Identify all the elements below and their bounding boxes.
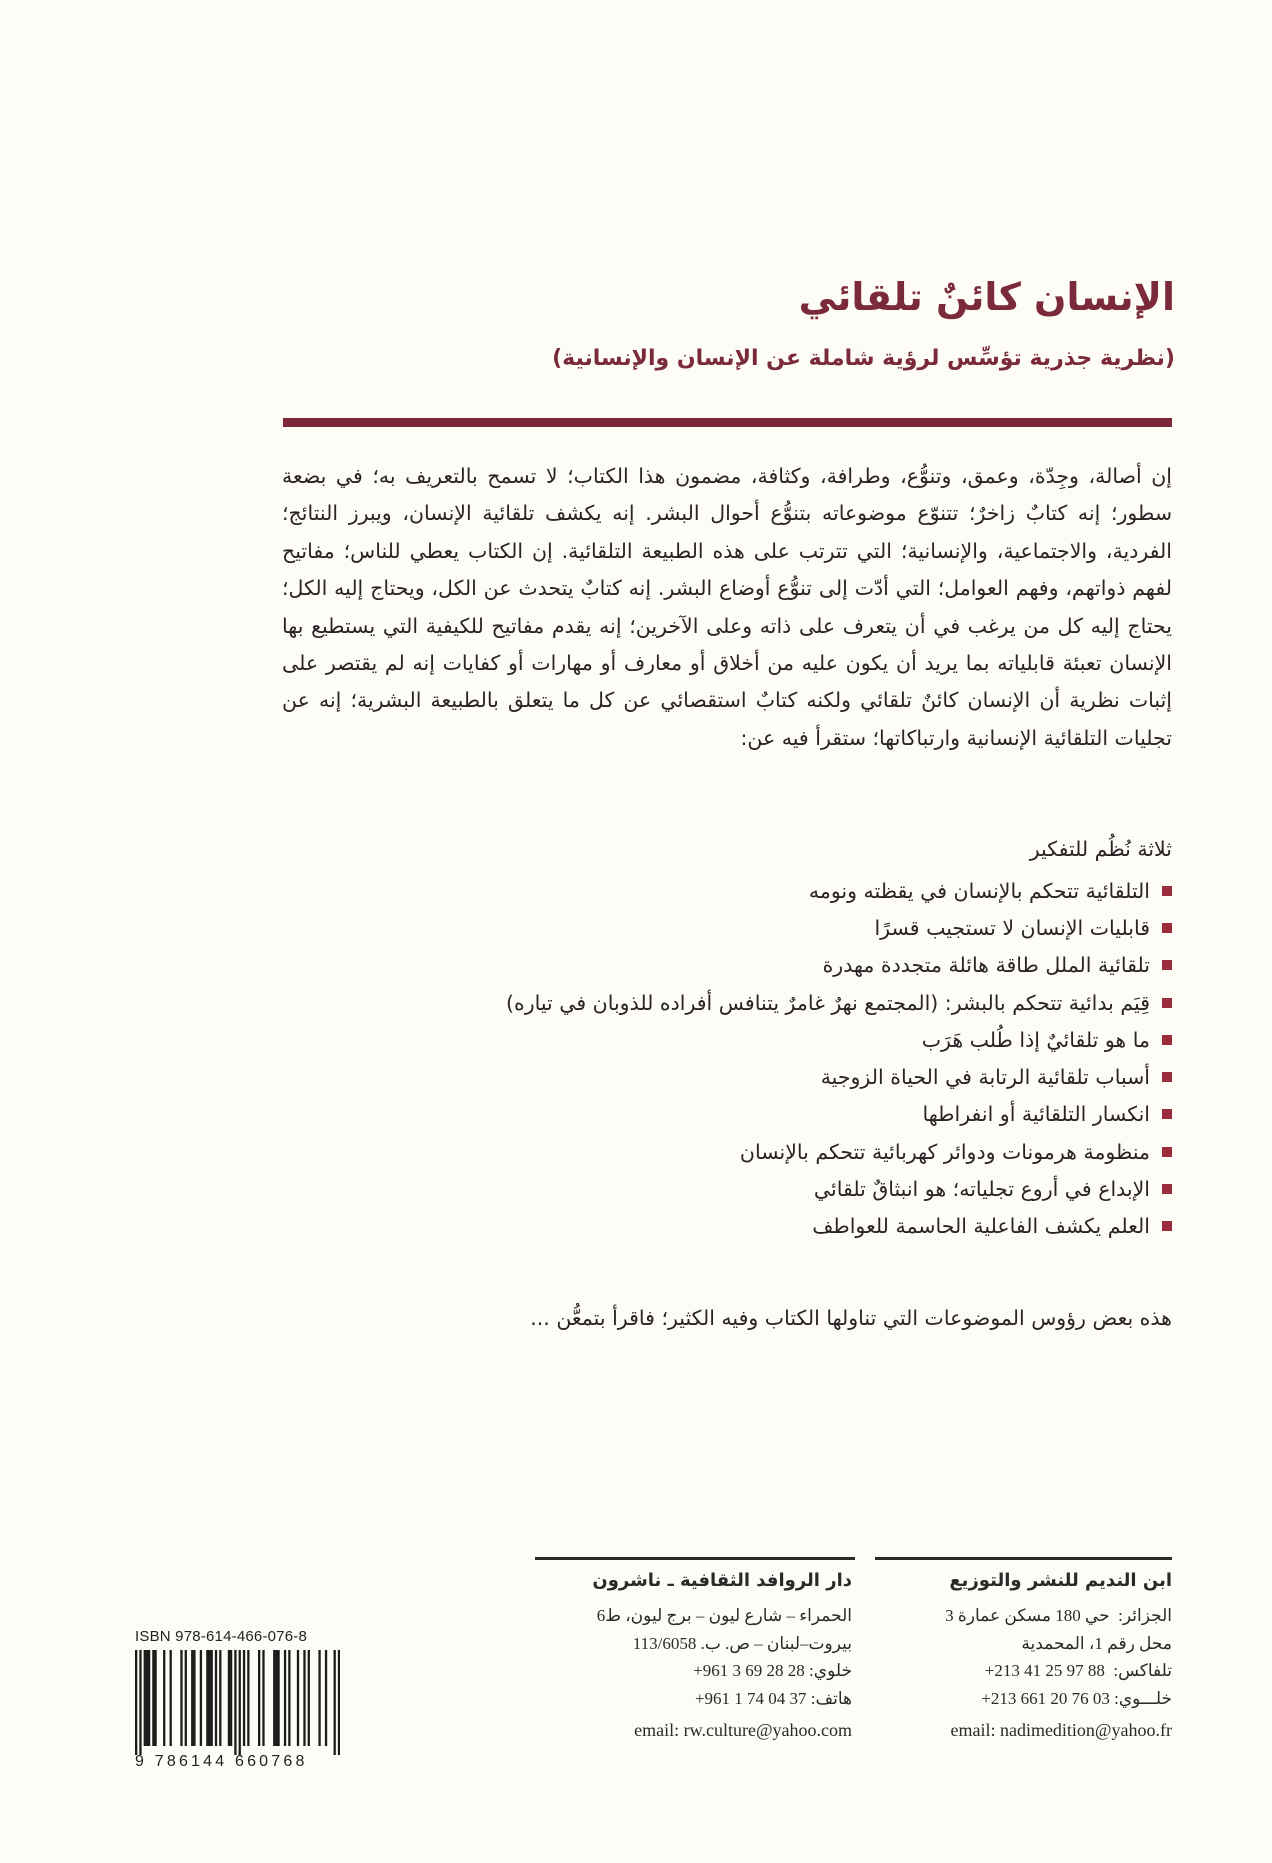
publisher-divider bbox=[535, 1557, 855, 1560]
publisher-phone: هاتف: +961 1 74 04 37 bbox=[694, 1688, 852, 1708]
barcode-bar bbox=[234, 1650, 236, 1755]
topic-text: العلم يكشف الفاعلية الحاسمة للعواطف bbox=[812, 1214, 1150, 1239]
barcode-bar bbox=[211, 1650, 213, 1746]
barcode-bar bbox=[228, 1650, 230, 1746]
barcode-bar bbox=[239, 1650, 241, 1755]
barcode-bar bbox=[297, 1650, 299, 1746]
publisher-email-link[interactable]: email: rw.culture@yahoo.com bbox=[634, 1720, 852, 1740]
barcode-bar bbox=[303, 1650, 305, 1746]
publisher-divider bbox=[875, 1557, 1172, 1560]
list-item bbox=[272, 1021, 1172, 1058]
barcode-bar bbox=[277, 1650, 279, 1746]
publisher-address-line: محل رقم 1، المحمدية bbox=[1021, 1633, 1172, 1653]
topic-text: انكسار التلقائية أو انفراطها bbox=[922, 1102, 1150, 1127]
title-divider bbox=[283, 418, 1172, 427]
book-subtitle: (نظرية جذرية تؤسِّس لرؤية شاملة عن الإنسان والإنسانية) bbox=[552, 346, 1175, 371]
publisher-address-line: الجزائر: حي 180 مسكن عمارة 3 bbox=[945, 1606, 1172, 1625]
closing-note: هذه بعض رؤوس الموضوعات التي تناولها الكتاب وفيه الكثير؛ فاقرأ بتمعُّن ... bbox=[530, 1306, 1172, 1330]
barcode-bar bbox=[152, 1650, 154, 1746]
square-bullet-icon bbox=[1162, 1109, 1172, 1119]
barcode-bar bbox=[273, 1650, 275, 1746]
barcode-bar bbox=[200, 1650, 202, 1746]
barcode-bar bbox=[139, 1650, 141, 1755]
barcode-bar bbox=[284, 1650, 286, 1746]
barcode-bar bbox=[193, 1650, 195, 1746]
publisher-mobile: خلـــوي: +213 661 20 76 03 bbox=[981, 1688, 1172, 1708]
barcode-bar bbox=[135, 1650, 137, 1755]
barcode-bar bbox=[163, 1650, 165, 1746]
barcode-bar bbox=[154, 1650, 156, 1746]
publisher-address-line: الحمراء – شارع ليون – برج ليون، ط6 bbox=[596, 1606, 852, 1625]
topic-text: أسباب تلقائية الرتابة في الحياة الزوجية bbox=[820, 1065, 1150, 1090]
barcode-bar bbox=[288, 1650, 290, 1746]
barcode-bar bbox=[243, 1650, 245, 1746]
description-subheading: ثلاثة نُظُم للتفكير bbox=[1029, 837, 1172, 861]
publisher-mobile: خلوي: +961 3 69 28 28 bbox=[693, 1661, 852, 1680]
square-bullet-icon bbox=[1162, 1147, 1172, 1157]
barcode-bar bbox=[275, 1650, 277, 1746]
publisher-block-nadim bbox=[872, 1564, 1172, 1746]
topic-text: التلقائية تتحكم بالإنسان في يقظته ونومه bbox=[808, 878, 1150, 903]
barcode-bar bbox=[180, 1650, 182, 1746]
barcode-bar bbox=[185, 1650, 187, 1746]
square-bullet-icon bbox=[1162, 1221, 1172, 1231]
barcode-bar bbox=[144, 1650, 146, 1746]
square-bullet-icon bbox=[1162, 960, 1172, 970]
topic-text: الإبداع في أروع تجلياته؛ هو انبثاقٌ تلقائي bbox=[813, 1177, 1150, 1202]
barcode-bar bbox=[318, 1650, 320, 1746]
barcode-bar bbox=[258, 1650, 260, 1746]
barcode-bar bbox=[262, 1650, 264, 1746]
list-item bbox=[272, 984, 1172, 1021]
description-paragraph: إن أصالة، وجِدّة، وعمق، وتنوُّع، وطرافة، وكثافة، مضمون هذا الكتاب؛ لا تسمح بالتعريف به؛ في بضعة سطور؛ إنه كتابٌ زاخرٌ؛ تتنوّع موضوعاته بتنوُّع أحوال البشر. إنه يكشف تلقائية الإنسان، ويبرز النتائج؛ الفردية، والاجتماعية، والإنسانية؛ التي تترتب على هذه الطبيعة التلقائية. إن الكتاب يعطي للناس؛ مفاتيح لفهم ذواتهم، وفهم العوامل؛ التي أدّت إلى تنوُّع أوضاع البشر. إنه كتابٌ يتحدث عن الكل، ويحتاج إليه الكل؛ يحتاج إليه كل من يرغب في أن يتعرف على ذاته وعلى الآخرين؛ إنه يقدم مفاتيح للكيفية التي يستطيع بها الإنسان تعبئة قابلياته بما يريد أن يكون عليه من أخلاق أو معارف أو مهارات أو كفايات إنه لم يقتصر على إثبات نظرية أن الإنسان كائنٌ تلقائي ولكنه كتابٌ استقصائي عن كل ما يتعلق بالطبيعة البشرية؛ إنه عن تجليات التلقائية الإنسانية وارتباكاتها؛ ستقرأ فيه عن: bbox=[282, 464, 1172, 750]
square-bullet-icon bbox=[1162, 1035, 1172, 1045]
barcode-bar bbox=[191, 1650, 193, 1746]
list-item bbox=[272, 872, 1172, 909]
square-bullet-icon bbox=[1162, 1184, 1172, 1194]
barcode-bar bbox=[247, 1650, 249, 1746]
topic-text: تلقائية الملل طاقة هائلة متجددة مهدرة bbox=[822, 953, 1150, 978]
barcode-icon bbox=[135, 1650, 340, 1755]
list-item bbox=[272, 1208, 1172, 1245]
square-bullet-icon bbox=[1162, 886, 1172, 896]
publisher-address-line: بيروت–لبنان – ص. ب. 113/6058 bbox=[632, 1633, 852, 1653]
topic-text: منظومة هرمونات ودوائر كهربائية تتحكم بالإنسان bbox=[739, 1139, 1150, 1164]
publisher-fax: تلفاكس: +213 41 25 97 88 bbox=[984, 1661, 1172, 1680]
topics-list bbox=[272, 872, 1172, 1245]
list-item bbox=[272, 1133, 1172, 1170]
publisher-name: ابن النديم للنشر والتوزيع bbox=[949, 1570, 1172, 1591]
barcode-bar bbox=[148, 1650, 150, 1746]
square-bullet-icon bbox=[1162, 923, 1172, 933]
topic-text: قِيَم بدائية تتحكم بالبشر: (المجتمع نهرٌ غامرٌ يتنافس أفراده للذوبان في تياره) bbox=[505, 990, 1150, 1015]
publisher-email-link[interactable]: email: nadimedition@yahoo.fr bbox=[950, 1720, 1172, 1740]
barcode-bar bbox=[206, 1650, 208, 1746]
barcode-bar bbox=[230, 1650, 232, 1746]
isbn-block bbox=[135, 1628, 340, 1771]
publisher-block-rawafed bbox=[552, 1564, 852, 1746]
publisher-name: دار الروافد الثقافية ـ ناشرون bbox=[592, 1570, 852, 1591]
list-item bbox=[272, 1170, 1172, 1207]
barcode-bar bbox=[208, 1650, 210, 1746]
list-item bbox=[272, 1096, 1172, 1133]
barcode-bar bbox=[308, 1650, 310, 1746]
barcode-bar bbox=[334, 1650, 336, 1755]
barcode-bar bbox=[215, 1650, 217, 1746]
square-bullet-icon bbox=[1162, 998, 1172, 1008]
topic-text: ما هو تلقائيٌ إذا طُلب هَرَب bbox=[921, 1027, 1150, 1052]
book-title: الإنسان كائنٌ تلقائي bbox=[798, 275, 1175, 319]
list-item bbox=[272, 947, 1172, 984]
list-item bbox=[272, 1058, 1172, 1095]
barcode-bar bbox=[170, 1650, 172, 1746]
square-bullet-icon bbox=[1162, 1072, 1172, 1082]
barcode-bar bbox=[338, 1650, 340, 1755]
barcode-bar bbox=[325, 1650, 327, 1746]
barcode-digits: 9 786144 660768 bbox=[135, 1753, 308, 1770]
barcode-bar bbox=[219, 1650, 221, 1746]
isbn-label: ISBN 978-614-466-076-8 bbox=[135, 1628, 308, 1645]
list-item bbox=[272, 909, 1172, 946]
topic-text: قابليات الإنسان لا تستجيب قسرًا bbox=[874, 915, 1150, 940]
barcode-bar bbox=[146, 1650, 148, 1746]
